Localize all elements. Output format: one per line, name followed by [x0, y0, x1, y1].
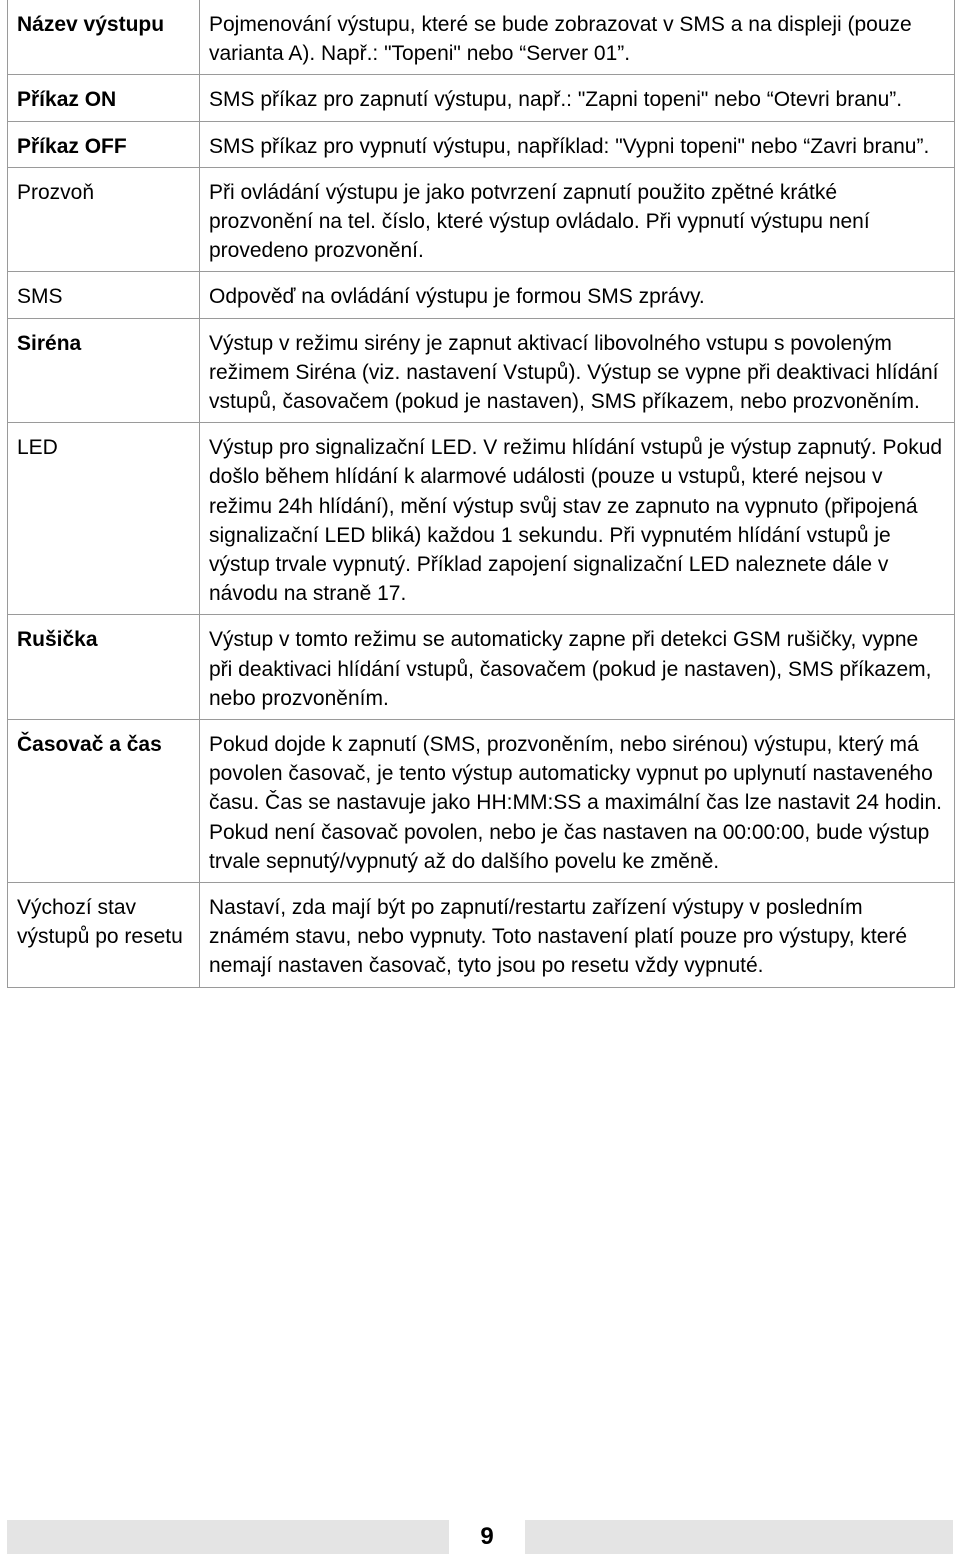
- row-label: Příkaz ON: [8, 75, 200, 121]
- row-description: Při ovládání výstupu je jako potvrzení zapnutí použito zpětné krátké prozvonění na tel. číslo, které výstup ovládalo. Při vypnutí výstupu není provedeno prozvonění.: [200, 167, 955, 272]
- row-description: Výstup v režimu sirény je zapnut aktivací libovolného vstupu s povoleným režimem Siréna (viz. nastavení Vstupů). Výstup se vypne při deaktivaci hlídání vstupů, časovačem (pokud je nastaven), SMS příkazem, nebo prozvoněním.: [200, 318, 955, 423]
- table-row: [8, 615, 955, 720]
- table-row: [8, 423, 955, 615]
- row-description: SMS příkaz pro vypnutí výstupu, například: "Vypni topeni" nebo “Zavri branu”.: [200, 121, 955, 167]
- table-row: [8, 318, 955, 423]
- table-row: [8, 167, 955, 272]
- table-row: [8, 883, 955, 988]
- row-description: Odpověď na ovládání výstupu je formou SMS zprávy.: [200, 272, 955, 318]
- page-footer: [7, 1520, 953, 1554]
- row-label: Prozvoň: [8, 167, 200, 272]
- table-row: [8, 75, 955, 121]
- page-number: 9: [449, 1520, 525, 1554]
- row-description: SMS příkaz pro zapnutí výstupu, např.: "Zapni topeni" nebo “Otevri branu”.: [200, 75, 955, 121]
- row-description: Výstup v tomto režimu se automaticky zapne při detekci GSM rušičky, vypne při deaktivaci hlídání vstupů, časovačem (pokud je nastaven), SMS příkazem, nebo prozvoněním.: [200, 615, 955, 720]
- table-row: [8, 121, 955, 167]
- row-label: Siréna: [8, 318, 200, 423]
- row-label: Rušička: [8, 615, 200, 720]
- row-label: SMS: [8, 272, 200, 318]
- row-label: Časovač a čas: [8, 720, 200, 883]
- row-description: Pokud dojde k zapnutí (SMS, prozvoněním, nebo sirénou) výstupu, který má povolen časovač, je tento výstup automaticky vypnut po uplynutí nastaveného času. Čas se nastavuje jako HH:MM:SS a maximální čas lze nastavit 24 hodin. Pokud není časovač povolen, nebo je čas nastaven na 00:00:00, bude výstup trvale sepnutý/vypnutý až do dalšího povelu ke změně.: [200, 720, 955, 883]
- row-label: Výchozí stav výstupů po resetu: [8, 883, 200, 988]
- row-label: Příkaz OFF: [8, 121, 200, 167]
- row-description: Nastaví, zda mají být po zapnutí/restartu zařízení výstupy v posledním známém stavu, nebo vypnuty. Toto nastavení platí pouze pro výstupy, které nemají nastaven časovač, tyto jsou po resetu vždy vypnuté.: [200, 883, 955, 988]
- table-row: [8, 0, 955, 75]
- row-description: Výstup pro signalizační LED. V režimu hlídání vstupů je výstup zapnutý. Pokud došlo během hlídání k alarmové události (pouze u vstupů, které nejsou v režimu 24h hlídání), mění výstup svůj stav ze zapnuto na vypnuto (připojená signalizační LED bliká) každou 1 sekundu. Při vypnutém hlídání vstupů je výstup trvale vypnutý. Příklad zapojení signalizační LED naleznete dále v návodu na straně 17.: [200, 423, 955, 615]
- settings-table: [7, 0, 955, 988]
- row-label: Název výstupu: [8, 0, 200, 75]
- row-description: Pojmenování výstupu, které se bude zobrazovat v SMS a na displeji (pouze varianta A). Např.: "Topeni" nebo “Server 01”.: [200, 0, 955, 75]
- table-row: [8, 272, 955, 318]
- table-row: [8, 720, 955, 883]
- row-label: LED: [8, 423, 200, 615]
